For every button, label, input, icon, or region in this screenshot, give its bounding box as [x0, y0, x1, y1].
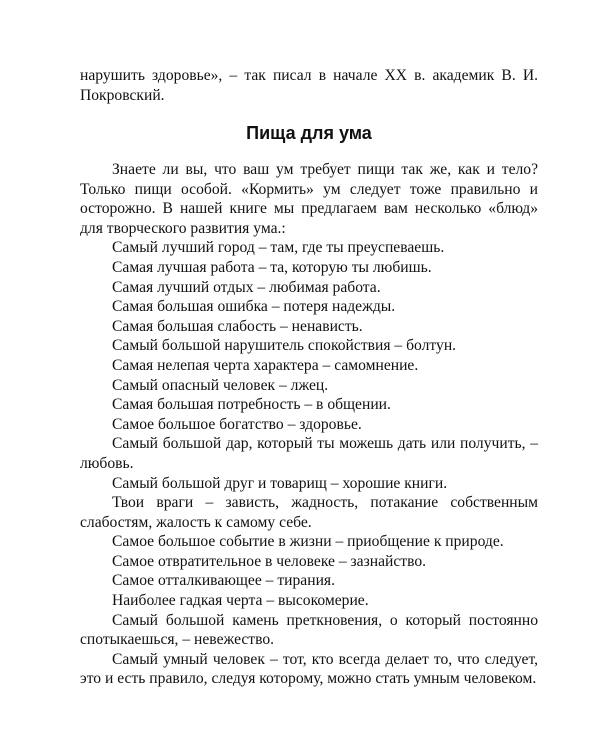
- paragraph: Твои враги – зависть, жадность, потакание собственным слабостям, жалость к самому себе.: [80, 494, 538, 531]
- paragraph: Самый большой камень преткновения, о который постоянно спотыкаешься, – невежество.: [80, 611, 538, 649]
- paragraph: Самая нелепая черта характера – самомнение.: [112, 356, 419, 374]
- paragraph: Самый большой нарушитель спокойствия – болтун.: [112, 337, 457, 355]
- paragraph: Самое отталкивающее – тирания.: [112, 572, 335, 590]
- paragraph: Самая лучший отдых – любимая работа.: [112, 278, 381, 296]
- section-title: Пища для ума: [246, 123, 372, 143]
- paragraph: Знаете ли вы, что ваш ум требует пищи так же, как и тело? Только пищи особой. «Кормить» ум следует тоже правильно и осторожно. В нашей книге мы предлагаем вам несколько «блюд» для творческого развития ума.:: [80, 161, 538, 237]
- paragraph: Самый умный человек – тот, кто всегда делает то, что следует, это и есть правило, следуя которому, можно стать умным человеком.: [80, 650, 538, 688]
- paragraph: Самое большое богатство – здоровье.: [112, 415, 362, 433]
- paragraph: Самая большая слабость – ненависть.: [112, 317, 363, 335]
- section-body: [80, 160, 538, 689]
- intro-paragraph: нарушить здоровье», – так писал в начале XX в. академик В. И. Покровский.: [80, 67, 538, 104]
- paragraph: Самый лучший город – там, где ты преуспеваешь.: [112, 239, 445, 257]
- paragraph: Самое отвратительное в человеке – зазнайство.: [112, 552, 427, 570]
- intro-text: [80, 66, 538, 105]
- paragraph: Самая большая потребность – в общении.: [112, 396, 391, 414]
- paragraph: Самый большой друг и товарищ – хорошие книги.: [112, 474, 448, 492]
- paragraph: Самое большое событие в жизни – приобщение к природе.: [112, 533, 504, 551]
- paragraph: Наиболее гадкая черта – высокомерие.: [112, 592, 369, 610]
- paragraph: Самая большая ошибка – потеря надежды.: [112, 298, 396, 316]
- paragraph: Самый большой дар, который ты можешь дать или получить, – любовь.: [80, 435, 538, 472]
- paragraph: Самая лучшая работа – та, которую ты любишь.: [112, 258, 432, 276]
- paragraph: Самый опасный человек – лжец.: [112, 376, 329, 394]
